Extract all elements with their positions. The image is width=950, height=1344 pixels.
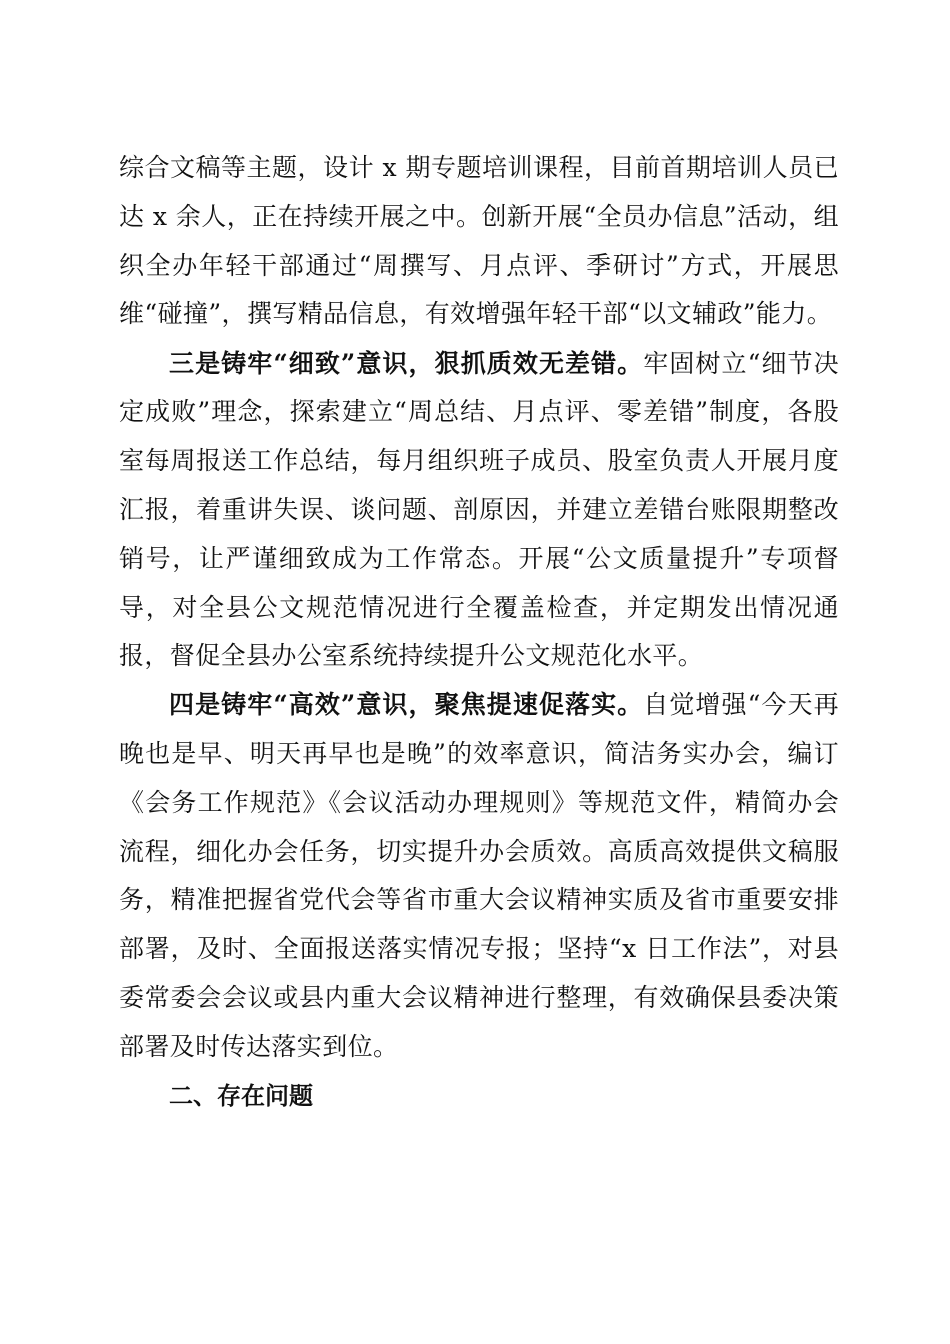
paragraph-item-three: [119, 340, 839, 682]
paragraph-lead: 三是铸牢“细致”意识，狠抓质效无差错。: [169, 348, 644, 378]
paragraph-item-four: [119, 681, 839, 1071]
paragraph-continuation: [119, 144, 839, 339]
paragraph-lead: 四是铸牢“高效”意识，聚焦提速促落实。: [169, 690, 644, 720]
section-heading: 二、存在问题: [169, 1081, 313, 1110]
paragraph-text: 综合文稿等主题，设计 x 期专题培训课程，目前首期培训人员已达 x 余人，正在持续开展之中。创新开展“全员办信息”活动，组织全办年轻干部通过“周撰写、月点评、季研讨”方式，开展思维“碰撞”，撰写精品信息，有效增强年轻干部“以文辅政”能力。: [119, 153, 839, 329]
document-body: [119, 144, 839, 1120]
paragraph-text: 牢固树立“细节决定成败”理念，探索建立“周总结、月点评、零差错”制度，各股室每周报送工作总结，每月组织班子成员、股室负责人开展月度汇报，着重讲失误、谈问题、剖原因，并建立差错台账限期整改销号，让严谨细致成为工作常态。开展“公文质量提升”专项督导，对全县公文规范情况进行全覆盖检查，并定期发出情况通报，督促全县办公室系统持续提升公文规范化水平。: [119, 348, 839, 671]
paragraph-text: 自觉增强“今天再晚也是早、明天再早也是晚”的效率意识，简洁务实办会，编订《会务工作规范》《会议活动办理规则》等规范文件，精简办会流程，细化办会任务，切实提升办会质效。高质高效提供文稿服务，精准把握省党代会等省市重大会议精神实质及省市重要安排部署，及时、全面报送落实情况专报；坚持“x 日工作法”，对县委常委会会议或县内重大会议精神进行整理，有效确保县委决策部署及时传达落实到位。: [119, 690, 839, 1061]
